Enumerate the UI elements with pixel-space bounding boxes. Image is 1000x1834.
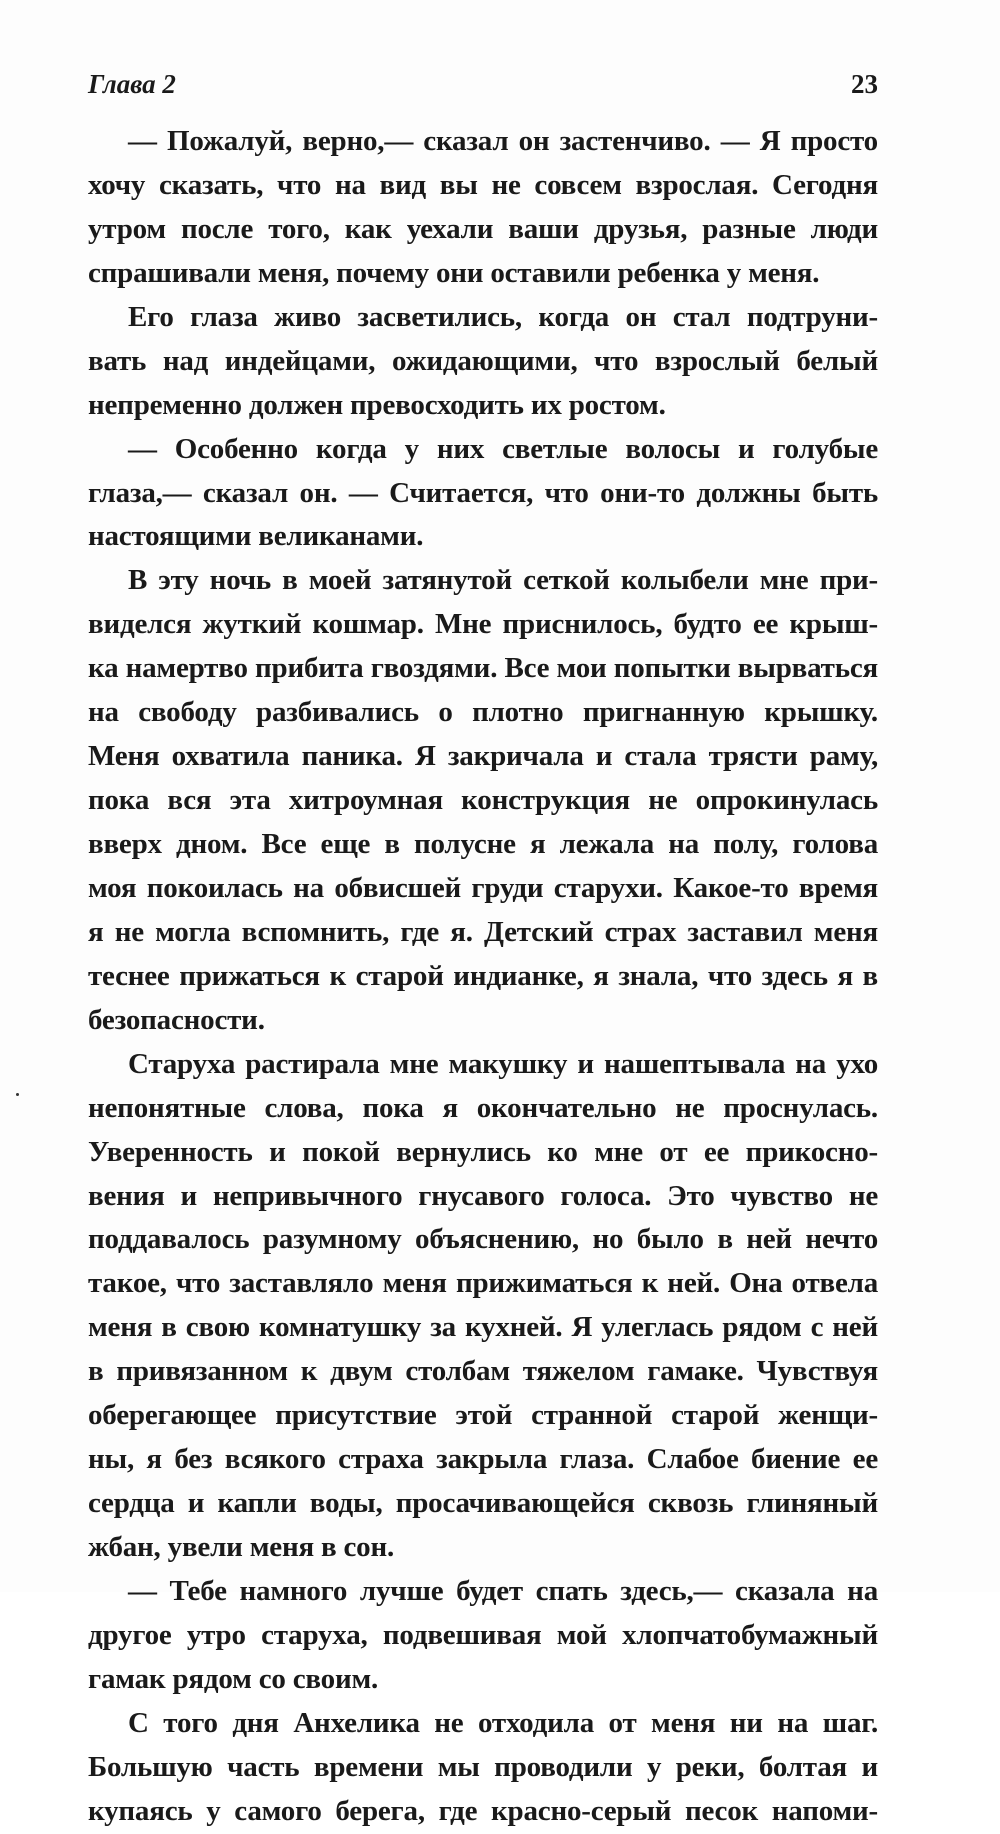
text-line: Его глаза живо засветились, когда он стал подтруни-: [128, 300, 878, 333]
text-line: я не могла вспомнить, где я. Детский страх заставил меня: [88, 915, 878, 948]
text-line: жбан, увели меня в сон.: [88, 1531, 395, 1563]
text-line: виделся жуткий кошмар. Мне приснилось, будто ее крыш-: [88, 608, 878, 641]
text-line: безопасности.: [88, 1003, 265, 1036]
text-line: на свободу разбивались о плотно пригнанную крышку.: [88, 696, 878, 729]
text-line: — Тебе намного лучше будет спать здесь,— сказала на: [128, 1574, 878, 1607]
text-line: ка намертво прибита гвоздями. Все мои попытки вырваться: [88, 652, 878, 685]
text-line: меня в свою комнатушку за кухней. Я улеглась рядом с ней: [88, 1311, 878, 1344]
text-line: моя покоилась на обвисшей груди старухи. Какое-то время: [88, 871, 878, 904]
text-line: вения и непривычного гнусавого голоса. Это чувство не: [88, 1179, 878, 1212]
text-line: — Пожалуй, верно,— сказал он застенчиво. — Я просто: [128, 125, 878, 157]
text-line: теснее прижаться к старой индианке, я знала, что здесь я в: [88, 959, 878, 992]
text-line: вверх дном. Все еще в полусне я лежала на полу, голова: [88, 828, 878, 860]
text-line: Меня охватила паника. Я закричала и стала трясти раму,: [88, 740, 878, 773]
text-line: пока вся эта хитроумная конструкция не опрокинулась: [88, 784, 878, 817]
text-line: сердца и капли воды, просачивающейся сквозь глиняный: [88, 1487, 878, 1520]
body-text: [88, 120, 878, 1834]
text-line: непонятные слова, пока я окончательно не проснулась.: [88, 1091, 878, 1124]
text-line: В эту ночь в моей затянутой сеткой колыбели мне при-: [128, 564, 878, 597]
text-line: Уверенность и покой вернулись ко мне от ее прикосно-: [88, 1135, 878, 1168]
text-line: Большую часть времени мы проводили у реки, болтая и: [88, 1750, 878, 1783]
text-line: глаза,— сказал он. — Считается, что они-то должны быть: [88, 476, 878, 509]
page-number: 23: [851, 69, 878, 99]
text-line: ны, я без всякого страха закрыла глаза. Слабое биение ее: [88, 1443, 878, 1476]
text-line: утром после того, как уехали ваши друзья, разные люди: [88, 212, 878, 245]
text-line: Старуха растирала мне макушку и нашептывала на ухо: [128, 1047, 878, 1080]
text-line: хочу сказать, что на вид вы не совсем взрослая. Сегодня: [88, 168, 878, 201]
text-line: купаясь у самого берега, где красно-серый песок напоми-: [88, 1794, 878, 1827]
text-line: спрашивали меня, почему они оставили ребенка у меня.: [88, 256, 820, 289]
print-speck: [16, 1093, 19, 1096]
text-line: поддавалось разумному объяснению, но было в ней нечто: [88, 1223, 878, 1256]
chapter-label: Глава 2: [88, 69, 176, 99]
text-line: оберегающее присутствие этой странной старой женщи-: [88, 1399, 878, 1432]
text-line: непременно должен превосходить их ростом.: [88, 388, 666, 421]
text-line: вать над индейцами, ожидающими, что взрослый белый: [88, 344, 878, 377]
text-line: — Особенно когда у них светлые волосы и голубые: [128, 432, 878, 465]
text-line: в привязанном к двум столбам тяжелом гамаке. Чувствуя: [88, 1355, 878, 1388]
text-line: такое, что заставляло меня прижиматься к ней. Она отвела: [88, 1267, 878, 1300]
text-line: настоящими великанами.: [88, 520, 424, 553]
text-line: гамак рядом со своим.: [88, 1662, 379, 1695]
running-header: [88, 62, 878, 106]
text-line: С того дня Анхелика не отходила от меня ни на шаг.: [128, 1706, 878, 1739]
text-line: другое утро старуха, подвешивая мой хлопчатобумажный: [88, 1618, 878, 1651]
